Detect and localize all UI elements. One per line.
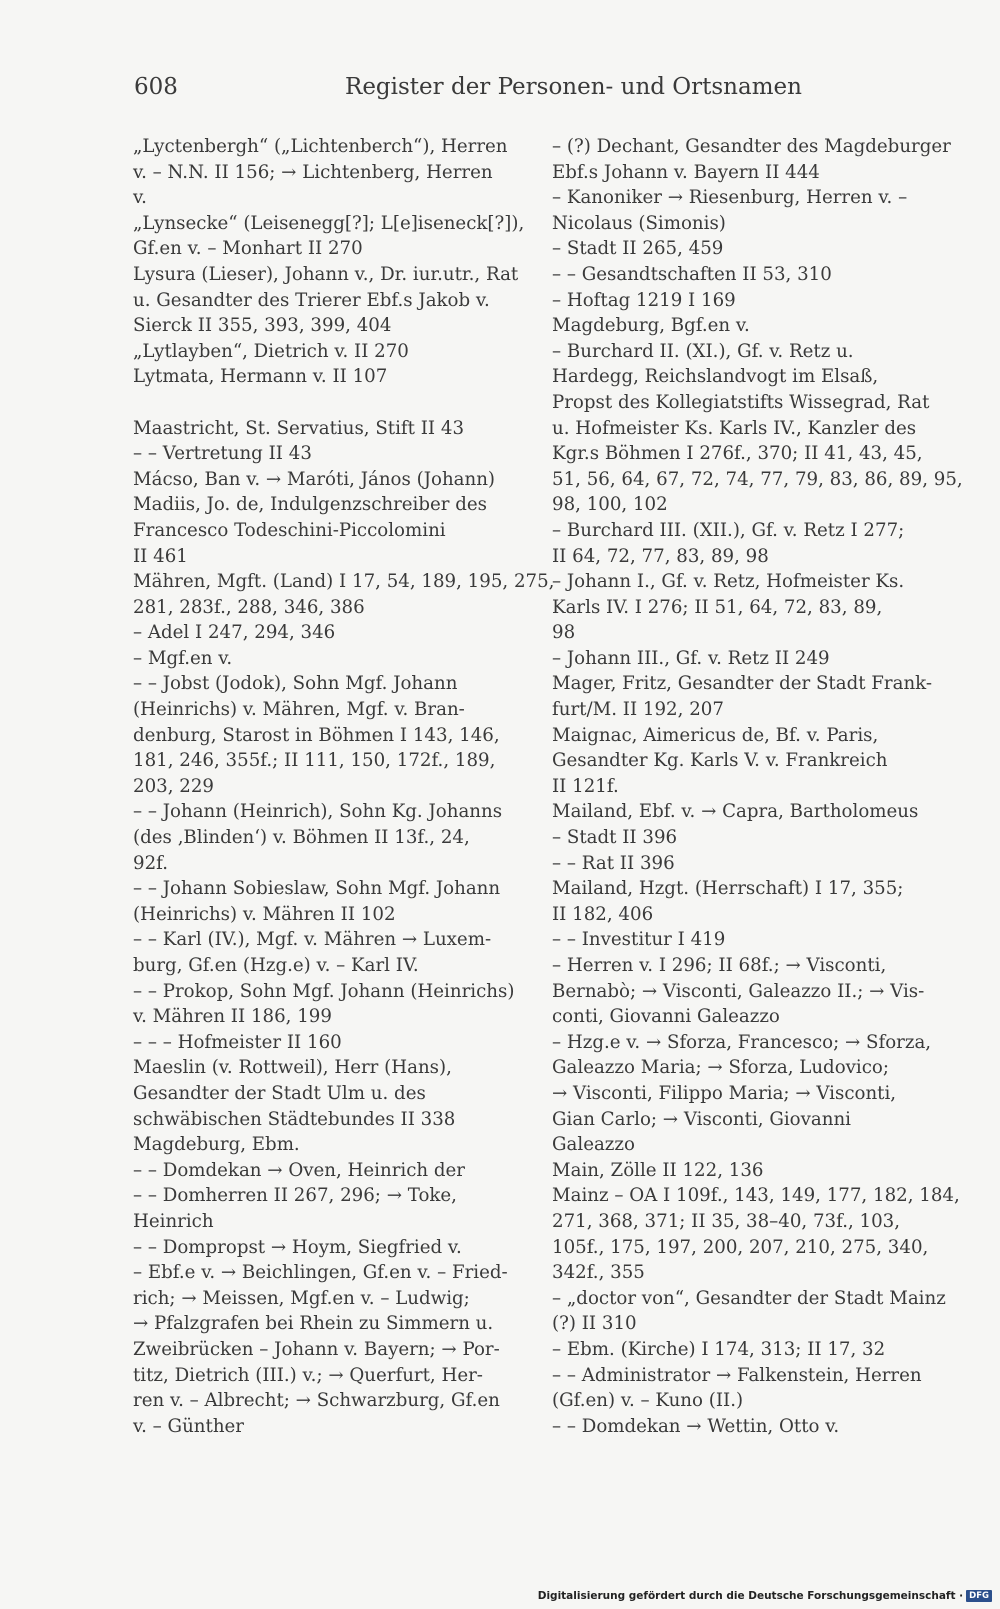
entry-line: – – Johann Sobieslaw, Sohn Mgf. Johann — [133, 878, 501, 900]
entry-line: conti, Giovanni Galeazzo — [552, 1006, 780, 1028]
entry-line: – – Domdekan → Oven, Heinrich der — [133, 1159, 465, 1181]
index-column-left — [133, 134, 555, 1439]
index-entry — [552, 1337, 944, 1363]
entry-line: II 461 — [133, 545, 188, 567]
index-entry — [133, 134, 518, 211]
index-entry — [133, 569, 555, 620]
entry-line: – – Jobst (Jodok), Sohn Mgf. Johann — [133, 673, 458, 695]
dfg-logo: DFG — [966, 1590, 992, 1602]
entry-line: 281, 283f., 288, 346, 386 — [133, 596, 365, 618]
entry-line: „Lytlayben“, Dietrich v. II 270 — [133, 340, 409, 362]
entry-line: – Burchard III. (XII.), Gf. v. Retz I 277; — [552, 519, 905, 541]
entry-line: Maastricht, St. Servatius, Stift II 43 — [133, 417, 465, 439]
index-entry — [133, 876, 518, 927]
entry-line: Propst des Kollegiatstifts Wissegrad, Rat — [552, 391, 930, 413]
entry-line: – – Gesandtschaften II 53, 310 — [552, 263, 832, 285]
entry-line: Kgr.s Böhmen I 276f., 370; II 41, 43, 45, — [552, 443, 923, 465]
index-entry — [552, 851, 944, 877]
index-entry — [133, 1235, 518, 1261]
entry-line: – – Johann (Heinrich), Sohn Kg. Johanns — [133, 801, 503, 823]
entry-line: – Ebm. (Kirche) I 174, 313; II 17, 32 — [552, 1338, 886, 1360]
index-entry — [552, 1363, 944, 1414]
entry-line: → Visconti, Filippo Maria; → Visconti, — [552, 1082, 897, 1104]
index-column-right — [552, 134, 963, 1439]
index-entry — [552, 313, 944, 339]
entry-line: 98, 100, 102 — [552, 494, 668, 516]
running-head: Register der Personen- und Ortsnamen — [345, 74, 802, 100]
entry-line: Bernabò; → Visconti, Galeazzo II.; → Vis- — [552, 980, 925, 1002]
entry-line: v. — [133, 187, 147, 209]
index-entry — [133, 364, 518, 390]
entry-line: „Lynsecke“ (Leisenegg[?]; L[e]iseneck[?]), — [133, 212, 525, 234]
index-entry — [552, 518, 944, 569]
index-entry — [552, 1414, 944, 1440]
entry-line: denburg, Starost in Böhmen I 143, 146, — [133, 724, 500, 746]
footer — [538, 1590, 992, 1602]
index-entry — [133, 1030, 518, 1056]
index-entry — [552, 723, 944, 800]
entry-line: 271, 368, 371; II 35, 38–40, 73f., 103, — [552, 1210, 901, 1232]
entry-line: – – Rat II 396 — [552, 852, 675, 874]
entry-line: rich; → Meissen, Mgf.en v. – Ludwig; — [133, 1287, 470, 1309]
entry-line: Hardegg, Reichslandvogt im Elsaß, — [552, 366, 879, 388]
entry-line: v. Mähren II 186, 199 — [133, 1006, 332, 1028]
entry-line: 342f., 355 — [552, 1262, 645, 1284]
entry-line: – – Domherren II 267, 296; → Toke, — [133, 1185, 457, 1207]
footer-text: Digitalisierung gefördert durch die Deutsche Forschungsgemeinschaft · — [537, 1590, 964, 1602]
index-entry — [552, 339, 963, 518]
entry-line: Mácso, Ban v. → Maróti, János (Johann) — [133, 468, 496, 490]
entry-line: Madiis, Jo. de, Indulgenzschreiber des — [133, 494, 487, 516]
index-entry — [133, 979, 518, 1030]
entry-line: – – Domdekan → Wettin, Otto v. — [552, 1415, 840, 1437]
entry-gap — [133, 390, 518, 416]
entry-line: – Kanoniker → Riesenburg, Herren v. – — [552, 187, 908, 209]
entry-line: 105f., 175, 197, 200, 207, 210, 275, 340, — [552, 1236, 929, 1258]
entry-line: Magdeburg, Bgf.en v. — [552, 315, 750, 337]
index-entry — [133, 799, 518, 876]
entry-line: – – Vertretung II 43 — [133, 443, 312, 465]
index-entry — [552, 671, 944, 722]
index-entry — [133, 620, 518, 646]
index-entry — [552, 799, 944, 825]
entry-line: 92f. — [133, 852, 169, 874]
entry-line: II 121f. — [552, 775, 619, 797]
entry-line: – Mgf.en v. — [133, 647, 233, 669]
index-entry — [552, 1158, 944, 1184]
entry-line: u. Hofmeister Ks. Karls IV., Kanzler des — [552, 417, 917, 439]
entry-line: II 182, 406 — [552, 903, 654, 925]
entry-line: – Herren v. I 296; II 68f.; → Visconti, — [552, 955, 887, 976]
entry-line: Mager, Fritz, Gesandter der Stadt Frank- — [552, 673, 933, 695]
entry-line: Karls IV. I 276; II 51, 64, 72, 83, 89, — [552, 596, 883, 618]
index-entry — [133, 339, 518, 365]
index-entry — [133, 927, 518, 978]
index-entry — [552, 876, 944, 927]
entry-line: (des ‚Blinden‘) v. Böhmen II 13f., 24, — [133, 827, 470, 849]
entry-line: 203, 229 — [133, 775, 214, 797]
entry-line: Heinrich — [133, 1210, 214, 1232]
index-entry — [552, 646, 944, 672]
entry-line: Mailand, Hzgt. (Herrschaft) I 17, 355; — [552, 878, 904, 900]
entry-line: Zweibrücken – Johann v. Bayern; → Por- — [133, 1338, 500, 1360]
index-entry — [552, 569, 944, 646]
index-entry — [133, 1260, 518, 1439]
entry-line: burg, Gf.en (Hzg.e) v. – Karl IV. — [133, 955, 419, 976]
entry-line: → Pfalzgrafen bei Rhein zu Simmern u. — [133, 1313, 494, 1335]
entry-line: Main, Zölle II 122, 136 — [552, 1159, 764, 1181]
entry-line: v. – Günther — [133, 1415, 244, 1437]
entry-line: (Heinrichs) v. Mähren II 102 — [133, 903, 396, 925]
entry-line: Maeslin (v. Rottweil), Herr (Hans), — [133, 1057, 452, 1079]
entry-line: Maignac, Aimericus de, Bf. v. Paris, — [552, 724, 879, 746]
entry-line: – – Investitur I 419 — [552, 929, 726, 951]
entry-line: Francesco Todeschini-Piccolomini — [133, 519, 446, 541]
entry-line: Sierck II 355, 393, 399, 404 — [133, 315, 392, 337]
index-entry — [552, 185, 944, 236]
entry-line: – – Administrator → Falkenstein, Herren — [552, 1364, 922, 1386]
entry-line: Galeazzo Maria; → Sforza, Ludovico; — [552, 1057, 890, 1079]
entry-line: (Heinrichs) v. Mähren, Mgf. v. Bran- — [133, 699, 465, 721]
index-entry — [133, 262, 518, 339]
entry-line: Lytmata, Hermann v. II 107 — [133, 366, 388, 388]
index-entry — [552, 236, 944, 262]
entry-line: schwäbischen Städtebundes II 338 — [133, 1108, 456, 1130]
entry-line: Gf.en v. – Monhart II 270 — [133, 238, 363, 260]
entry-line: Gesandter der Stadt Ulm u. des — [133, 1082, 426, 1104]
entry-line: Mähren, Mgft. (Land) I 17, 54, 189, 195, 275, — [133, 571, 555, 593]
entry-line: – Hzg.e v. → Sforza, Francesco; → Sforza, — [552, 1031, 932, 1053]
entry-line: – „doctor von“, Gesandter der Stadt Mainz — [552, 1287, 946, 1309]
index-entry — [133, 646, 518, 672]
index-entry — [133, 211, 525, 262]
entry-line: ren v. – Albrecht; → Schwarzburg, Gf.en — [133, 1390, 500, 1412]
index-entry — [133, 416, 518, 442]
entry-line: Ebf.s Johann v. Bayern II 444 — [552, 161, 820, 183]
entry-line: Mainz – OA I 109f., 143, 149, 177, 182, 184, — [552, 1185, 960, 1207]
entry-line: furt/M. II 192, 207 — [552, 699, 724, 721]
index-entry — [552, 927, 944, 953]
index-entry — [133, 441, 518, 467]
index-entry — [133, 492, 518, 569]
entry-line: – Ebf.e v. → Beichlingen, Gf.en v. – Fried- — [133, 1262, 508, 1284]
entry-line: (?) II 310 — [552, 1313, 637, 1335]
entry-line: – – Karl (IV.), Mgf. v. Mähren → Luxem- — [133, 929, 492, 951]
index-entry — [133, 467, 518, 493]
entry-line: – – Prokop, Sohn Mgf. Johann (Heinrichs) — [133, 980, 515, 1002]
entry-line: 181, 246, 355f.; II 111, 150, 172f., 189, — [133, 750, 496, 772]
entry-line: Nicolaus (Simonis) — [552, 212, 726, 234]
entry-line: Galeazzo — [552, 1134, 635, 1156]
index-entry — [552, 134, 951, 185]
entry-line: Gesandter Kg. Karls V. v. Frankreich — [552, 750, 888, 772]
index-entry — [552, 262, 944, 288]
entry-line: „Lyctenbergh“ („Lichtenberch“), Herren — [133, 136, 508, 157]
entry-line: II 64, 72, 77, 83, 89, 98 — [552, 545, 769, 567]
index-entry — [552, 1183, 960, 1285]
entry-line: (Gf.en) v. – Kuno (II.) — [552, 1390, 744, 1412]
index-entry — [552, 1030, 944, 1158]
entry-line: u. Gesandter des Trierer Ebf.s Jakob v. — [133, 289, 490, 311]
entry-line: – Burchard II. (XI.), Gf. v. Retz u. — [552, 340, 854, 362]
index-entry — [133, 671, 518, 799]
entry-line: – – Dompropst → Hoym, Siegfried v. — [133, 1236, 462, 1258]
index-entry — [552, 825, 944, 851]
index-entry — [552, 1286, 944, 1337]
index-entry — [133, 1183, 518, 1234]
index-entry — [133, 1132, 518, 1158]
entry-line: – Hoftag 1219 I 169 — [552, 289, 736, 311]
entry-line: – (?) Dechant, Gesandter des Magdeburger — [552, 136, 951, 157]
index-entry — [552, 288, 944, 314]
entry-line: – – – Hofmeister II 160 — [133, 1031, 342, 1053]
entry-line: titz, Dietrich (III.) v.; → Querfurt, Her- — [133, 1364, 483, 1386]
index-entry — [133, 1055, 518, 1132]
entry-line: – Stadt II 265, 459 — [552, 238, 724, 260]
entry-line: 98 — [552, 622, 576, 644]
entry-line: Magdeburg, Ebm. — [133, 1134, 300, 1156]
entry-line: – Johann I., Gf. v. Retz, Hofmeister Ks. — [552, 571, 905, 593]
entry-line: v. – N.N. II 156; → Lichtenberg, Herren — [133, 161, 493, 183]
entry-line: Mailand, Ebf. v. → Capra, Bartholomeus — [552, 801, 919, 823]
entry-line: – Stadt II 396 — [552, 827, 678, 849]
index-entry — [552, 953, 944, 1030]
entry-line: – Johann III., Gf. v. Retz II 249 — [552, 647, 830, 669]
index-entry — [133, 1158, 518, 1184]
entry-line: – Adel I 247, 294, 346 — [133, 622, 336, 644]
page-number: 608 — [134, 74, 178, 100]
entry-line: 51, 56, 64, 67, 72, 74, 77, 79, 83, 86, 89, 95, — [552, 468, 963, 490]
entry-line: Lysura (Lieser), Johann v., Dr. iur.utr., Rat — [133, 263, 519, 285]
entry-line: Gian Carlo; → Visconti, Giovanni — [552, 1108, 851, 1130]
